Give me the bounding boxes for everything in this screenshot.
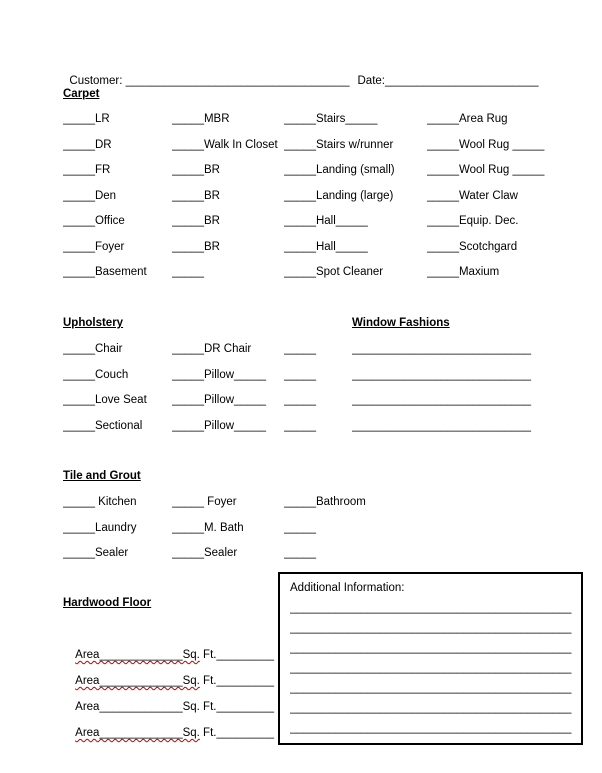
hardwood-section-title: Hardwood Floor bbox=[63, 597, 152, 609]
additional-info-line: ____________________________________________ bbox=[290, 622, 572, 634]
carpet-field-hall: _____Hall_____ bbox=[284, 215, 368, 227]
carpet-field-water-claw: _____Water Claw bbox=[427, 189, 518, 202]
upholstery-field-dr-chair: _____DR Chair bbox=[172, 343, 252, 355]
upholstery-row bbox=[63, 388, 593, 414]
customer-label: Customer: bbox=[69, 75, 126, 87]
window-fashions-line: ____________________________ bbox=[352, 368, 532, 381]
carpet-field-dr: _____DR bbox=[63, 138, 112, 151]
upholstery-section-title: Upholstery bbox=[63, 317, 124, 329]
hardwood-sqft-field: Ft._________ bbox=[199, 649, 275, 661]
carpet-row bbox=[63, 184, 593, 210]
carpet-row bbox=[63, 209, 593, 235]
additional-info-line: ____________________________________________ bbox=[290, 702, 572, 714]
carpet-field-stairs-runner: _____Stairs w/runner bbox=[284, 138, 394, 151]
tile-row bbox=[63, 490, 463, 516]
upholstery-field-blank: _____ bbox=[284, 419, 316, 432]
customer-blank-line: ___________________________________ bbox=[125, 75, 350, 87]
carpet-field-area-rug: _____Area Rug bbox=[427, 113, 508, 125]
carpet-field-br: _____BR bbox=[172, 189, 220, 202]
additional-info-line: ____________________________________________ bbox=[290, 682, 572, 694]
tile-field-kitchen: _____ Kitchen bbox=[63, 496, 137, 508]
hardwood-area-field: Area_____________Sq. bbox=[75, 675, 200, 687]
hardwood-sqft-field: Ft._________ bbox=[199, 675, 275, 687]
carpet-field-lr: _____LR bbox=[63, 113, 110, 125]
carpet-field-basement: _____Basement bbox=[63, 266, 147, 278]
carpet-section bbox=[63, 107, 593, 286]
upholstery-field-pillow: _____Pillow_____ bbox=[172, 394, 266, 406]
carpet-field-maxium: _____Maxium bbox=[427, 266, 500, 278]
upholstery-field-pillow: _____Pillow_____ bbox=[172, 419, 266, 432]
upholstery-field-love-seat: _____Love Seat bbox=[63, 394, 147, 406]
date-label: Date: bbox=[357, 75, 385, 87]
carpet-field-mbr: _____MBR bbox=[172, 113, 230, 125]
carpet-field-wool-rug: _____Wool Rug _____ bbox=[427, 164, 545, 176]
hardwood-sqft-field: Ft._________ bbox=[199, 727, 275, 739]
tile-row bbox=[63, 541, 463, 567]
carpet-field-stairs: _____Stairs_____ bbox=[284, 113, 378, 125]
window-fashions-section-title: Window Fashions bbox=[352, 317, 450, 329]
upholstery-field-chair: _____Chair bbox=[63, 343, 123, 355]
carpet-field-landing-small: _____Landing (small) bbox=[284, 164, 395, 176]
upholstery-field-blank: _____ bbox=[284, 368, 316, 381]
upholstery-row bbox=[63, 414, 593, 440]
tile-field-blank: _____ bbox=[284, 547, 316, 559]
upholstery-section bbox=[63, 337, 593, 439]
additional-info-line: ____________________________________________ bbox=[290, 642, 572, 654]
tile-field-blank: _____ bbox=[284, 521, 316, 534]
hardwood-area-field: Area_____________Sq. bbox=[75, 701, 200, 713]
additional-information-box bbox=[278, 572, 583, 745]
upholstery-row bbox=[63, 363, 593, 389]
carpet-row bbox=[63, 107, 593, 133]
tile-field-sealer: _____Sealer bbox=[172, 547, 238, 559]
upholstery-field-blank: _____ bbox=[284, 394, 316, 406]
upholstery-row bbox=[63, 337, 593, 363]
customer-date-row bbox=[63, 60, 539, 87]
carpet-field-equip-dec: _____Equip. Dec. bbox=[427, 215, 519, 227]
carpet-field-landing-large: _____Landing (large) bbox=[284, 189, 394, 202]
tile-section-title: Tile and Grout bbox=[63, 470, 141, 482]
additional-information-title: Additional Information: bbox=[290, 582, 405, 594]
window-fashions-line: ____________________________ bbox=[352, 394, 532, 406]
carpet-field-br: _____BR bbox=[172, 164, 220, 176]
hardwood-area-field: Area_____________Sq. bbox=[75, 649, 200, 661]
carpet-field-office: _____Office bbox=[63, 215, 125, 227]
carpet-field-spot-cleaner: _____Spot Cleaner bbox=[284, 266, 384, 278]
tile-section bbox=[63, 490, 463, 567]
tile-field-bathroom: _____Bathroom bbox=[284, 496, 366, 508]
date-blank-line: ________________________ bbox=[385, 75, 539, 87]
additional-info-line: ____________________________________________ bbox=[290, 602, 572, 614]
upholstery-field-sectional: _____Sectional bbox=[63, 419, 143, 432]
carpet-field-br: _____BR bbox=[172, 240, 220, 253]
tile-field-foyer: _____ Foyer bbox=[172, 496, 237, 508]
carpet-field-den: _____Den bbox=[63, 189, 117, 202]
tile-row bbox=[63, 516, 463, 542]
carpet-field-br: _____BR bbox=[172, 215, 220, 227]
carpet-field-blank: _____ bbox=[172, 266, 204, 278]
carpet-row bbox=[63, 235, 593, 261]
additional-info-line: ____________________________________________ bbox=[290, 722, 572, 734]
carpet-field-scotchgard: _____Scotchgard bbox=[427, 240, 518, 253]
carpet-field-walk-in-closet: _____Walk In Closet bbox=[172, 138, 278, 151]
upholstery-field-pillow: _____Pillow_____ bbox=[172, 368, 266, 381]
carpet-row bbox=[63, 133, 593, 159]
hardwood-row bbox=[63, 616, 275, 661]
carpet-field-foyer: _____Foyer bbox=[63, 240, 125, 253]
upholstery-field-blank: _____ bbox=[284, 343, 316, 355]
carpet-section-title: Carpet bbox=[63, 88, 100, 100]
additional-info-line: ____________________________________________ bbox=[290, 662, 572, 674]
hardwood-area-field: Area_____________Sq. bbox=[75, 727, 200, 739]
carpet-field-hall: _____Hall_____ bbox=[284, 240, 368, 253]
upholstery-field-couch: _____Couch bbox=[63, 368, 129, 381]
carpet-field-fr: _____FR bbox=[63, 164, 111, 176]
tile-field-laundry: _____Laundry bbox=[63, 521, 137, 534]
tile-field-sealer: _____Sealer bbox=[63, 547, 129, 559]
carpet-row bbox=[63, 158, 593, 184]
window-fashions-line: ____________________________ bbox=[352, 343, 532, 355]
tile-field-m-bath: _____M. Bath bbox=[172, 521, 244, 534]
carpet-field-wool-rug: _____Wool Rug _____ bbox=[427, 138, 545, 151]
window-fashions-line: ____________________________ bbox=[352, 419, 532, 432]
carpet-row bbox=[63, 260, 593, 286]
hardwood-section bbox=[63, 616, 275, 739]
hardwood-sqft-field: Ft._________ bbox=[199, 701, 275, 713]
